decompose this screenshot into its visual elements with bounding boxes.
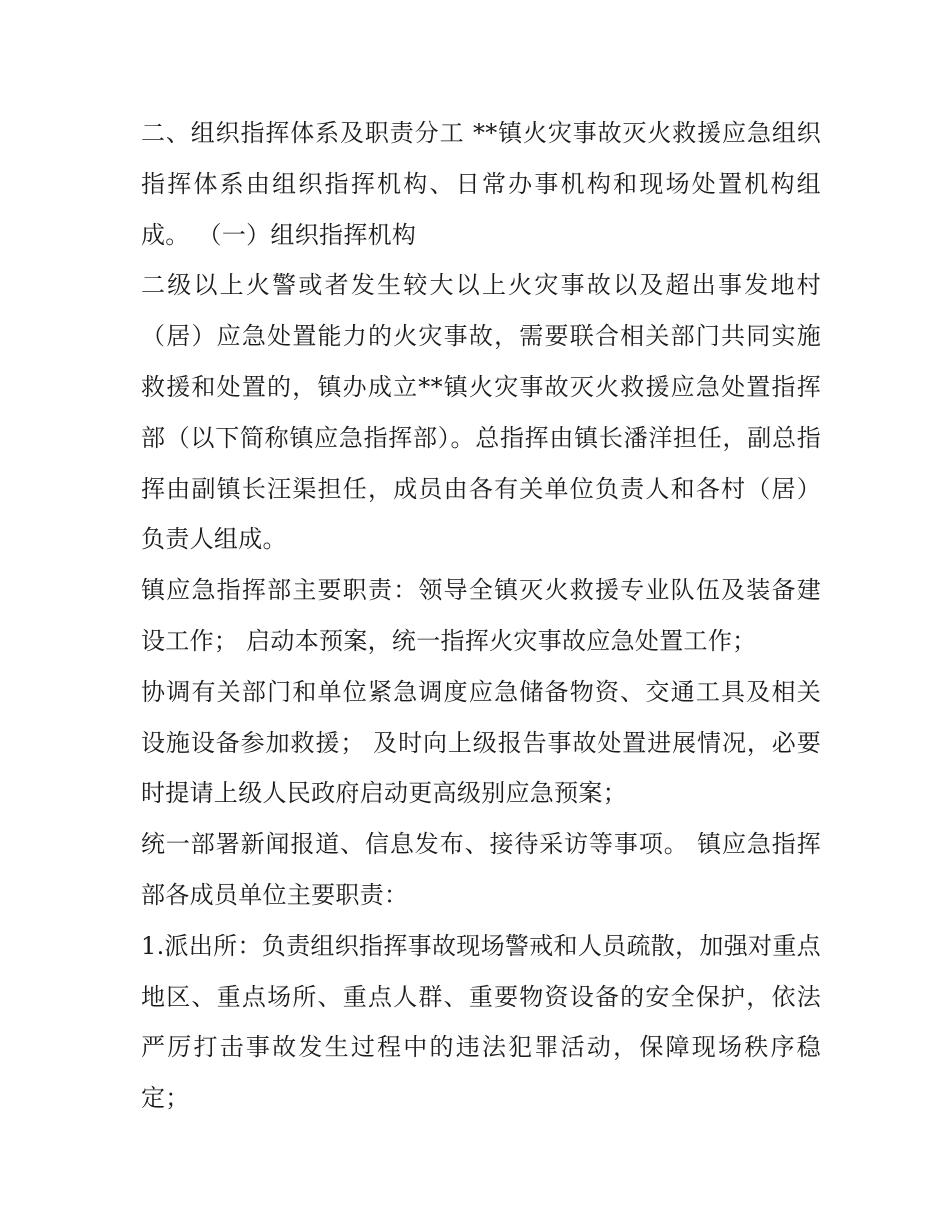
paragraph-news-release: 统一部署新闻报道、信息发布、接待采访等事项。 镇应急指挥部各成员单位主要职责： bbox=[141, 830, 821, 909]
paragraph-command-hq: 二级以上火警或者发生较大以上火灾事故以及超出事发地村（居）应急处置能力的火灾事故，需要联合相关部门共同实施救援和处置的，镇办成立**镇火灾事故灭火救援应急处置指挥部（以下简称镇应急指挥部）。总指挥由镇长潘洋担任，副总指挥由副镇长汪渠担任，成员由各有关单位负责人和各村（居）负责人组成。 bbox=[141, 271, 821, 554]
paragraph-police-duties: 1.派出所：负责组织指挥事故现场警戒和人员疏散，加强对重点地区、重点场所、重点人群、重要物资设备的安全保护，依法严厉打击事故发生过程中的违法犯罪活动，保障现场秩序稳定； bbox=[141, 931, 821, 1113]
paragraph-hq-duties: 镇应急指挥部主要职责：领导全镇灭火救援专业队伍及装备建设工作； 启动本预案，统一指挥火灾事故应急处置工作； bbox=[141, 576, 821, 655]
paragraph-org-structure: 二、组织指挥体系及职责分工 **镇火灾事故灭火救援应急组织指挥体系由组织指挥机构、日常办事机构和现场处置机构组成。 （一）组织指挥机构 bbox=[141, 119, 821, 249]
paragraph-coordination: 协调有关部门和单位紧急调度应急储备物资、交通工具及相关设施设备参加救援； 及时向上级报告事故处置进展情况，必要时提请上级人民政府启动更高级别应急预案； bbox=[141, 677, 821, 808]
document-body bbox=[141, 108, 821, 1124]
